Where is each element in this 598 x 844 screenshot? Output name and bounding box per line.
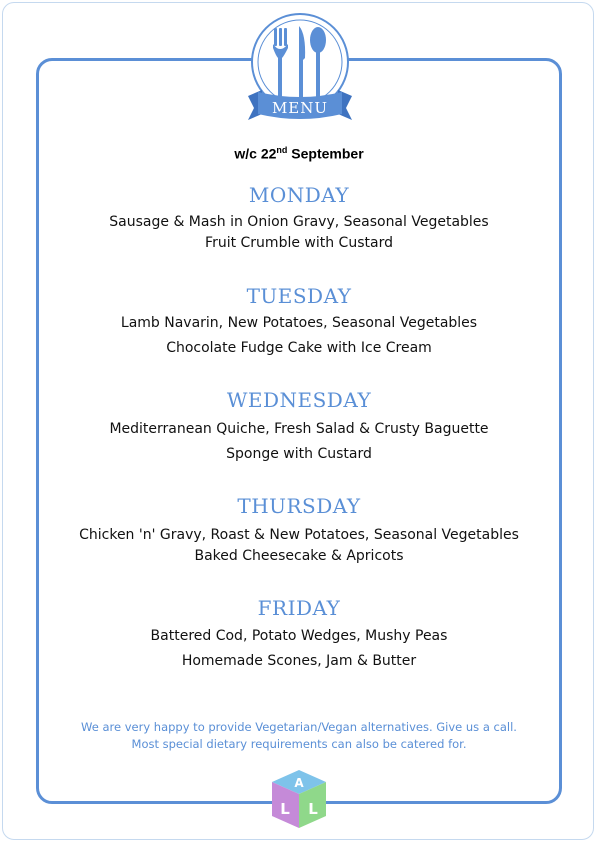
cube-letter-top: A (294, 776, 304, 790)
dessert-tuesday: Chocolate Fudge Cake with Ice Cream (166, 340, 432, 356)
day-heading-monday: MONDAY (248, 183, 350, 207)
cube-letter-left: L (280, 800, 290, 818)
dietary-note-line1: We are very happy to provide Vegetarian/Vegan alternatives. Give us a call. (81, 720, 517, 734)
cutlery-plate-icon (244, 10, 356, 124)
dessert-wednesday: Sponge with Custard (226, 446, 372, 462)
day-heading-tuesday: TUESDAY (246, 284, 352, 308)
main-dish-monday: Sausage & Mash in Onion Gravy, Seasonal Vegetables (109, 214, 489, 230)
main-dish-friday: Battered Cod, Potato Wedges, Mushy Peas (150, 628, 448, 644)
week-date-suffix: nd (276, 145, 288, 155)
day-heading-wednesday: WEDNESDAY (226, 388, 372, 412)
week-month: September (287, 145, 364, 162)
dessert-thursday: Baked Cheesecake & Apricots (194, 548, 404, 564)
week-commencing (0, 145, 598, 162)
day-heading-friday: FRIDAY (257, 596, 341, 620)
dessert-monday: Fruit Crumble with Custard (205, 235, 393, 251)
main-dish-thursday: Chicken 'n' Gravy, Roast & New Potatoes, Seasonal Vegetables (79, 527, 519, 543)
menu-ribbon-text: MENU (271, 99, 329, 117)
dessert-friday: Homemade Scones, Jam & Butter (181, 653, 417, 669)
letter-cube-icon (270, 768, 328, 830)
main-dish-tuesday: Lamb Navarin, New Potatoes, Seasonal Vegetables (120, 315, 478, 331)
dietary-note-line2: Most special dietary requirements can also be catered for. (131, 737, 467, 751)
day-heading-thursday: THURSDAY (237, 494, 361, 518)
cube-letter-right: L (308, 800, 318, 818)
week-date: w/c 22 (234, 145, 277, 162)
main-dish-wednesday: Mediterranean Quiche, Fresh Salad & Crusty Baguette (109, 421, 489, 437)
